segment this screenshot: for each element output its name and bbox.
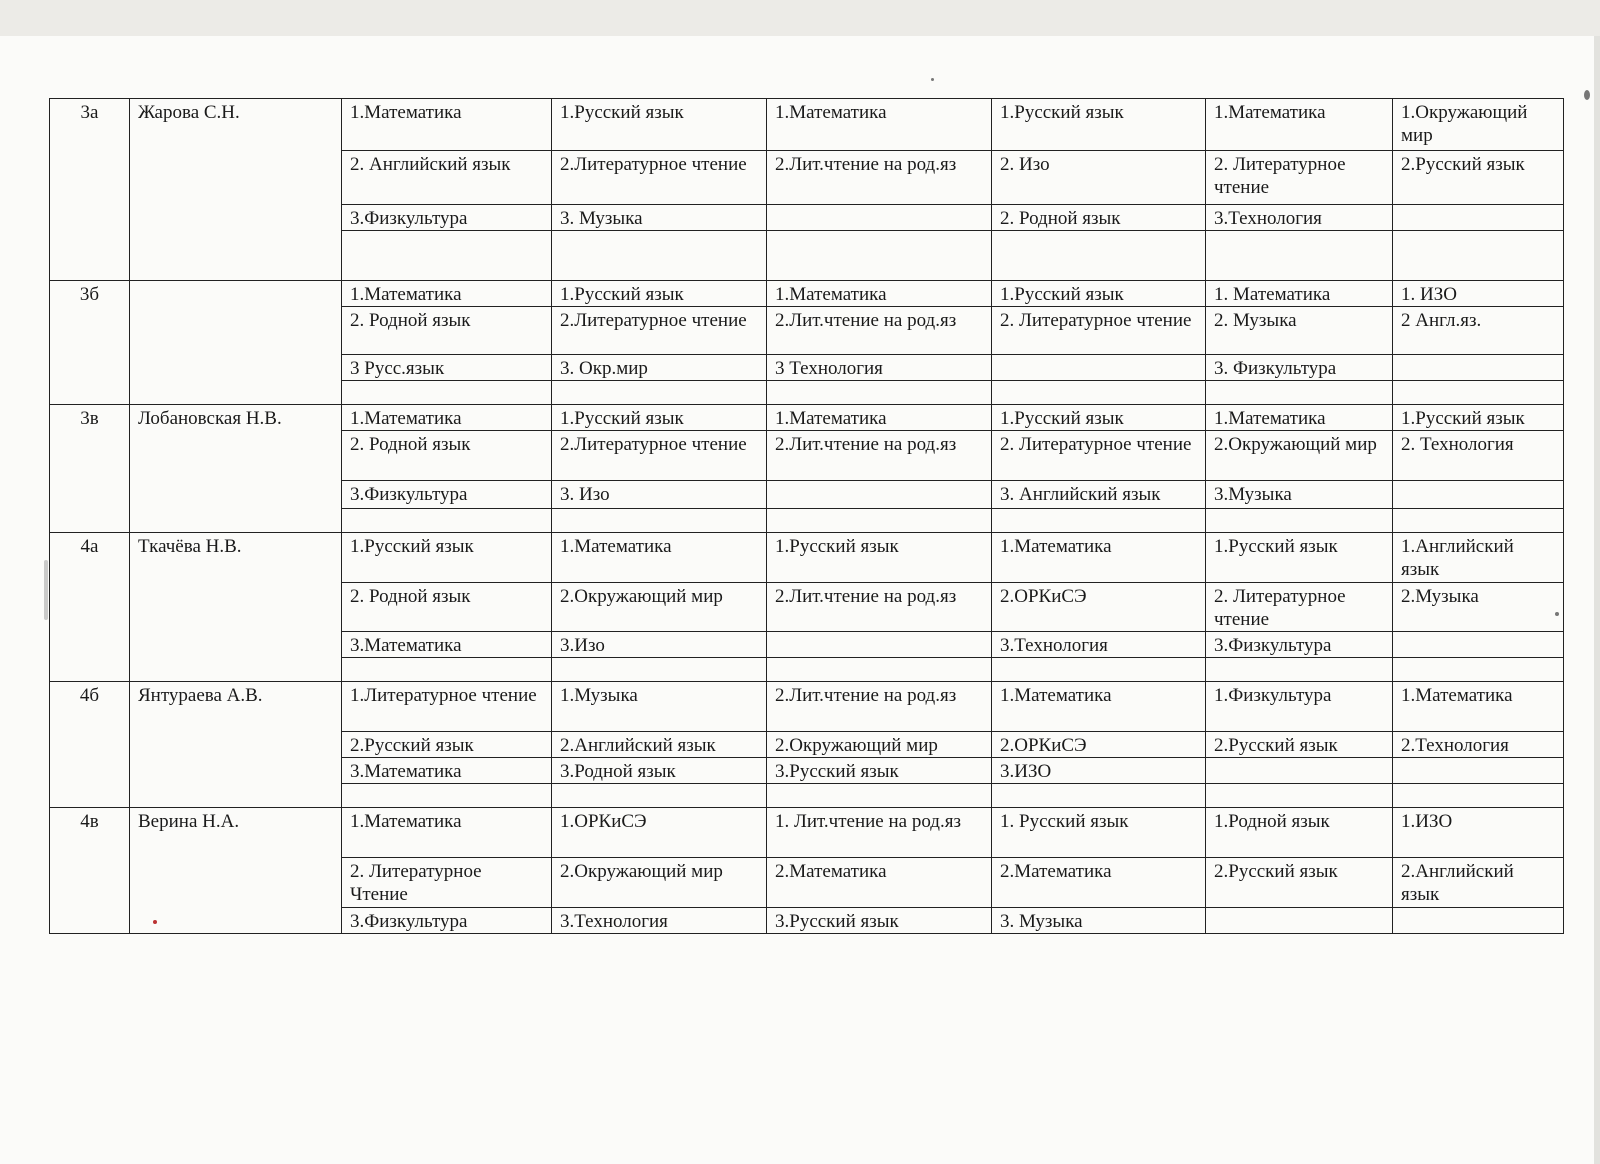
lesson-cell bbox=[342, 231, 552, 281]
lesson-cell bbox=[1206, 231, 1393, 281]
lesson-cell: 3.Технология bbox=[1206, 205, 1393, 231]
lesson-cell: 3. Музыка bbox=[552, 205, 767, 231]
lesson-cell: 3.Русский язык bbox=[767, 908, 992, 934]
schedule-row bbox=[50, 405, 1564, 431]
lesson-cell bbox=[1393, 205, 1564, 231]
lesson-cell: 1.Русский язык bbox=[1393, 405, 1564, 431]
lesson-cell: 2. Родной язык bbox=[342, 583, 552, 632]
lesson-cell: 1.Физкультура bbox=[1206, 682, 1393, 732]
lesson-cell: 1.Русский язык bbox=[1206, 533, 1393, 583]
lesson-cell: 3.Физкультура bbox=[1206, 632, 1393, 658]
lesson-cell bbox=[992, 784, 1206, 808]
lesson-cell: 1.Математика bbox=[342, 281, 552, 307]
lesson-cell: 1.Русский язык bbox=[552, 405, 767, 431]
lesson-cell bbox=[342, 784, 552, 808]
lesson-cell: 1.Русский язык bbox=[552, 281, 767, 307]
lesson-cell: 2.Русский язык bbox=[1206, 858, 1393, 908]
lesson-cell: 1.Окружающий мир bbox=[1393, 99, 1564, 151]
lesson-cell: 2.Окружающий мир bbox=[552, 583, 767, 632]
lesson-cell bbox=[1393, 481, 1564, 509]
lesson-cell: 2.Окружающий мир bbox=[767, 732, 992, 758]
teacher-cell: Янтураева А.В. bbox=[130, 682, 342, 808]
lesson-cell: 1. Лит.чтение на род.яз bbox=[767, 808, 992, 858]
lesson-cell: 2.Литературное чтение bbox=[552, 151, 767, 205]
lesson-cell: 3.Русский язык bbox=[767, 758, 992, 784]
lesson-cell: 3.Математика bbox=[342, 632, 552, 658]
lesson-cell: 2.Музыка bbox=[1393, 583, 1564, 632]
lesson-cell: 3.Технология bbox=[552, 908, 767, 934]
lesson-cell: 3. Английский язык bbox=[992, 481, 1206, 509]
lesson-cell bbox=[767, 632, 992, 658]
lesson-cell bbox=[1393, 509, 1564, 533]
lesson-cell: 2. Технология bbox=[1393, 431, 1564, 481]
schedule-row bbox=[50, 682, 1564, 732]
lesson-cell: 1.Родной язык bbox=[1206, 808, 1393, 858]
lesson-cell: 2.ОРКиСЭ bbox=[992, 732, 1206, 758]
lesson-cell bbox=[992, 658, 1206, 682]
lesson-cell: 1. Русский язык bbox=[992, 808, 1206, 858]
lesson-cell: 1.Математика bbox=[1206, 405, 1393, 431]
lesson-cell: 1.Английский язык bbox=[1393, 533, 1564, 583]
lesson-cell: 2.Технология bbox=[1393, 732, 1564, 758]
schedule-row bbox=[50, 281, 1564, 307]
scan-top-band bbox=[0, 0, 1600, 36]
lesson-cell: 1.ОРКиСЭ bbox=[552, 808, 767, 858]
lesson-cell: 3.Физкультура bbox=[342, 481, 552, 509]
lesson-cell bbox=[767, 381, 992, 405]
lesson-cell: 2.Русский язык bbox=[1206, 732, 1393, 758]
scan-speck bbox=[1555, 612, 1559, 616]
class-cell: 3а bbox=[50, 99, 130, 281]
lesson-cell: 2. Литературное чтение bbox=[992, 307, 1206, 355]
scan-right-edge bbox=[1594, 36, 1600, 1164]
teacher-cell: Верина Н.А. bbox=[130, 808, 342, 934]
lesson-cell bbox=[552, 658, 767, 682]
lesson-cell: 1.Математика bbox=[767, 405, 992, 431]
lesson-cell: 2.Лит.чтение на род.яз bbox=[767, 682, 992, 732]
lesson-cell bbox=[342, 658, 552, 682]
lesson-cell: 2.Лит.чтение на род.яз bbox=[767, 431, 992, 481]
scan-speck bbox=[44, 560, 48, 620]
lesson-cell bbox=[1393, 632, 1564, 658]
teacher-cell: Ткачёва Н.В. bbox=[130, 533, 342, 682]
lesson-cell: 3.Физкультура bbox=[342, 205, 552, 231]
lesson-cell bbox=[1206, 509, 1393, 533]
lesson-cell: 2.Лит.чтение на род.яз bbox=[767, 151, 992, 205]
lesson-cell: 3. Окр.мир bbox=[552, 355, 767, 381]
lesson-cell: 1.Русский язык bbox=[552, 99, 767, 151]
lesson-cell: 2. Литературное Чтение bbox=[342, 858, 552, 908]
lesson-cell: 2. Литературное чтение bbox=[992, 431, 1206, 481]
lesson-cell: 2.Литературное чтение bbox=[552, 307, 767, 355]
lesson-cell: 1.Русский язык bbox=[342, 533, 552, 583]
lesson-cell: 3.Технология bbox=[992, 632, 1206, 658]
lesson-cell bbox=[1393, 758, 1564, 784]
lesson-cell: 2 Англ.яз. bbox=[1393, 307, 1564, 355]
lesson-cell: 1.Русский язык bbox=[767, 533, 992, 583]
lesson-cell: 2. Литературное чтение bbox=[1206, 583, 1393, 632]
lesson-cell: 2.Русский язык bbox=[342, 732, 552, 758]
lesson-cell: 2.Лит.чтение на род.яз bbox=[767, 307, 992, 355]
lesson-cell: 2.Английский язык bbox=[552, 732, 767, 758]
teacher-cell: Лобановская Н.В. bbox=[130, 405, 342, 533]
lesson-cell: 3. Изо bbox=[552, 481, 767, 509]
class-cell: 4в bbox=[50, 808, 130, 934]
lesson-cell: 2.Математика bbox=[767, 858, 992, 908]
lesson-cell bbox=[1393, 231, 1564, 281]
teacher-cell bbox=[130, 281, 342, 405]
lesson-cell: 1. ИЗО bbox=[1393, 281, 1564, 307]
lesson-cell: 2. Литературное чтение bbox=[1206, 151, 1393, 205]
lesson-cell: 2. Английский язык bbox=[342, 151, 552, 205]
lesson-cell: 1.Литературное чтение bbox=[342, 682, 552, 732]
schedule-row bbox=[50, 808, 1564, 858]
class-cell: 4б bbox=[50, 682, 130, 808]
lesson-cell bbox=[767, 205, 992, 231]
lesson-cell bbox=[552, 381, 767, 405]
lesson-cell bbox=[992, 381, 1206, 405]
lesson-cell: 3 Русс.язык bbox=[342, 355, 552, 381]
lesson-cell bbox=[1206, 381, 1393, 405]
lesson-cell: 3 Технология bbox=[767, 355, 992, 381]
lesson-cell: 2. Родной язык bbox=[342, 431, 552, 481]
lesson-cell bbox=[1206, 908, 1393, 934]
lesson-cell bbox=[767, 784, 992, 808]
lesson-cell: 2. Родной язык bbox=[342, 307, 552, 355]
class-cell: 3в bbox=[50, 405, 130, 533]
lesson-cell: 1.Математика bbox=[1206, 99, 1393, 151]
lesson-cell: 2.Окружающий мир bbox=[552, 858, 767, 908]
lesson-cell: 2. Музыка bbox=[1206, 307, 1393, 355]
lesson-cell bbox=[552, 784, 767, 808]
lesson-cell: 3.Изо bbox=[552, 632, 767, 658]
lesson-cell bbox=[767, 509, 992, 533]
lesson-cell: 1.Математика bbox=[767, 99, 992, 151]
lesson-cell: 2.Английский язык bbox=[1393, 858, 1564, 908]
lesson-cell bbox=[1393, 784, 1564, 808]
lesson-cell bbox=[1393, 908, 1564, 934]
lesson-cell: 2.ОРКиСЭ bbox=[992, 583, 1206, 632]
lesson-cell bbox=[992, 231, 1206, 281]
lesson-cell: 1.Математика bbox=[1393, 682, 1564, 732]
lesson-cell bbox=[342, 381, 552, 405]
lesson-cell: 2.Литературное чтение bbox=[552, 431, 767, 481]
lesson-cell: 3. Музыка bbox=[992, 908, 1206, 934]
schedule-row bbox=[50, 533, 1564, 583]
lesson-cell bbox=[1206, 658, 1393, 682]
lesson-cell bbox=[1393, 355, 1564, 381]
lesson-cell: 2. Изо bbox=[992, 151, 1206, 205]
lesson-cell bbox=[1393, 658, 1564, 682]
lesson-cell: 1.Математика bbox=[552, 533, 767, 583]
timetable bbox=[49, 98, 1564, 934]
lesson-cell: 2.Лит.чтение на род.яз bbox=[767, 583, 992, 632]
lesson-cell bbox=[552, 509, 767, 533]
lesson-cell bbox=[992, 509, 1206, 533]
lesson-cell bbox=[1206, 758, 1393, 784]
lesson-cell bbox=[767, 658, 992, 682]
lesson-cell bbox=[1206, 784, 1393, 808]
lesson-cell bbox=[767, 231, 992, 281]
lesson-cell: 1.Музыка bbox=[552, 682, 767, 732]
lesson-cell: 1.Математика bbox=[342, 405, 552, 431]
lesson-cell: 1.Математика bbox=[992, 533, 1206, 583]
lesson-cell bbox=[552, 231, 767, 281]
lesson-cell: 3.ИЗО bbox=[992, 758, 1206, 784]
lesson-cell bbox=[767, 481, 992, 509]
schedule-row bbox=[50, 99, 1564, 151]
timetable-body bbox=[50, 99, 1564, 934]
teacher-cell: Жарова С.Н. bbox=[130, 99, 342, 281]
lesson-cell: 1.Математика bbox=[992, 682, 1206, 732]
lesson-cell: 3.Родной язык bbox=[552, 758, 767, 784]
lesson-cell: 1.Русский язык bbox=[992, 99, 1206, 151]
lesson-cell: 3.Музыка bbox=[1206, 481, 1393, 509]
lesson-cell: 1.Математика bbox=[342, 808, 552, 858]
lesson-cell: 2.Окружающий мир bbox=[1206, 431, 1393, 481]
class-cell: 4а bbox=[50, 533, 130, 682]
lesson-cell bbox=[1393, 381, 1564, 405]
lesson-cell: 2.Русский язык bbox=[1393, 151, 1564, 205]
lesson-cell: 1.ИЗО bbox=[1393, 808, 1564, 858]
lesson-cell: 1.Математика bbox=[767, 281, 992, 307]
lesson-cell bbox=[342, 509, 552, 533]
lesson-cell: 2.Математика bbox=[992, 858, 1206, 908]
lesson-cell: 3.Физкультура bbox=[342, 908, 552, 934]
lesson-cell: 3. Физкультура bbox=[1206, 355, 1393, 381]
lesson-cell: 1.Математика bbox=[342, 99, 552, 151]
lesson-cell: 1.Русский язык bbox=[992, 281, 1206, 307]
scan-speck bbox=[931, 78, 934, 81]
lesson-cell: 1.Русский язык bbox=[992, 405, 1206, 431]
lesson-cell: 2. Родной язык bbox=[992, 205, 1206, 231]
class-cell: 3б bbox=[50, 281, 130, 405]
lesson-cell: 3.Математика bbox=[342, 758, 552, 784]
scan-speck bbox=[1584, 90, 1590, 100]
scan-speck bbox=[153, 920, 157, 924]
lesson-cell bbox=[992, 355, 1206, 381]
lesson-cell: 1. Математика bbox=[1206, 281, 1393, 307]
